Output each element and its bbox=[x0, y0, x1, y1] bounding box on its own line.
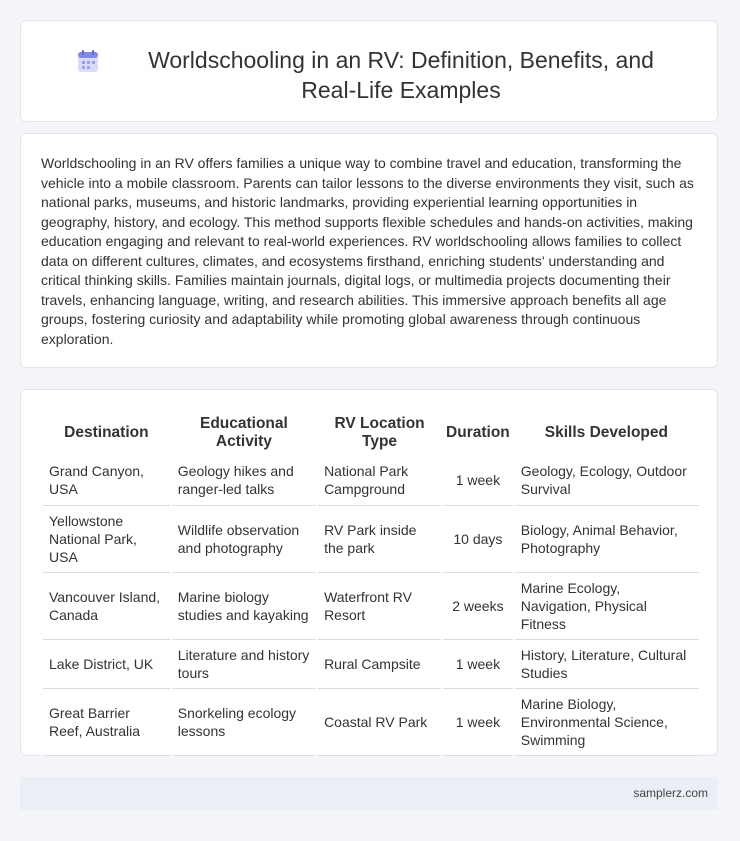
table-card bbox=[20, 389, 718, 756]
cell-activity: Literature and history tours bbox=[171, 639, 317, 688]
footer bbox=[20, 777, 718, 810]
table-header-row bbox=[42, 410, 699, 456]
page-title: Worldschooling in an RV: Definition, Benefits, and Real-Life Examples bbox=[148, 47, 654, 103]
header-skills: Skills Developed bbox=[544, 424, 668, 441]
cell-destination: Great Barrier Reef, Australia bbox=[42, 688, 171, 755]
cell-location-type: RV Park inside the park bbox=[317, 505, 442, 572]
cell-skills: Marine Biology, Environmental Science, Swimming bbox=[514, 688, 699, 755]
cell-duration: 2 weeks bbox=[442, 572, 514, 639]
cell-duration: 1 week bbox=[442, 639, 514, 688]
cell-location-type: National Park Campground bbox=[317, 456, 442, 505]
description-card bbox=[20, 133, 718, 368]
document-icon bbox=[77, 49, 99, 73]
cell-destination: Grand Canyon, USA bbox=[42, 456, 171, 505]
footer-site-link[interactable]: samplerz.com bbox=[633, 786, 708, 800]
cell-location-type: Coastal RV Park bbox=[317, 688, 442, 755]
header-activity: Educational Activity bbox=[199, 415, 288, 450]
table-row bbox=[42, 639, 699, 688]
cell-destination: Vancouver Island, Canada bbox=[42, 572, 171, 639]
header-destination: Destination bbox=[64, 424, 149, 441]
header-location-type: RV Location Type bbox=[334, 415, 425, 450]
cell-location-type: Waterfront RV Resort bbox=[317, 572, 442, 639]
cell-location-type: Rural Campsite bbox=[317, 639, 442, 688]
cell-activity: Marine biology studies and kayaking bbox=[171, 572, 317, 639]
cell-destination: Yellowstone National Park, USA bbox=[42, 505, 171, 572]
title-wrap bbox=[61, 45, 697, 105]
title-card bbox=[20, 20, 718, 122]
table-row bbox=[42, 572, 699, 639]
cell-duration: 1 week bbox=[442, 688, 514, 755]
examples-table bbox=[41, 410, 699, 756]
cell-destination: Lake District, UK bbox=[42, 639, 171, 688]
table-row bbox=[42, 688, 699, 755]
cell-duration: 10 days bbox=[442, 505, 514, 572]
table-row bbox=[42, 456, 699, 505]
header-duration: Duration bbox=[446, 424, 510, 441]
cell-activity: Geology hikes and ranger-led talks bbox=[171, 456, 317, 505]
cell-activity: Snorkeling ecology lessons bbox=[171, 688, 317, 755]
cell-skills: Biology, Animal Behavior, Photography bbox=[514, 505, 699, 572]
cell-skills: Marine Ecology, Navigation, Physical Fitness bbox=[514, 572, 699, 639]
cell-duration: 1 week bbox=[442, 456, 514, 505]
cell-skills: Geology, Ecology, Outdoor Survival bbox=[514, 456, 699, 505]
description-text: Worldschooling in an RV offers families a unique way to combine travel and education, transforming the vehicle into a mobile classroom. Parents can tailor lessons to the diverse environments they visit, such as national parks, museums, and historic landmarks, providing experiential learning opportunities in geography, history, and ecology. This method supports flexible schedules and hands-on activities, making education engaging and relevant to real-world experiences. RV worldschooling allows families to collect data on different cultures, climates, and ecosystems firsthand, enriching students' understanding and critical thinking skills. Families maintain journals, digital logs, or multimedia projects documenting their travels, enhancing language, writing, and research abilities. This immersive approach benefits all age groups, fostering curiosity and adaptability while promoting global awareness through continuous exploration. bbox=[41, 155, 694, 347]
cell-skills: History, Literature, Cultural Studies bbox=[514, 639, 699, 688]
table-row bbox=[42, 505, 699, 572]
cell-activity: Wildlife observation and photography bbox=[171, 505, 317, 572]
